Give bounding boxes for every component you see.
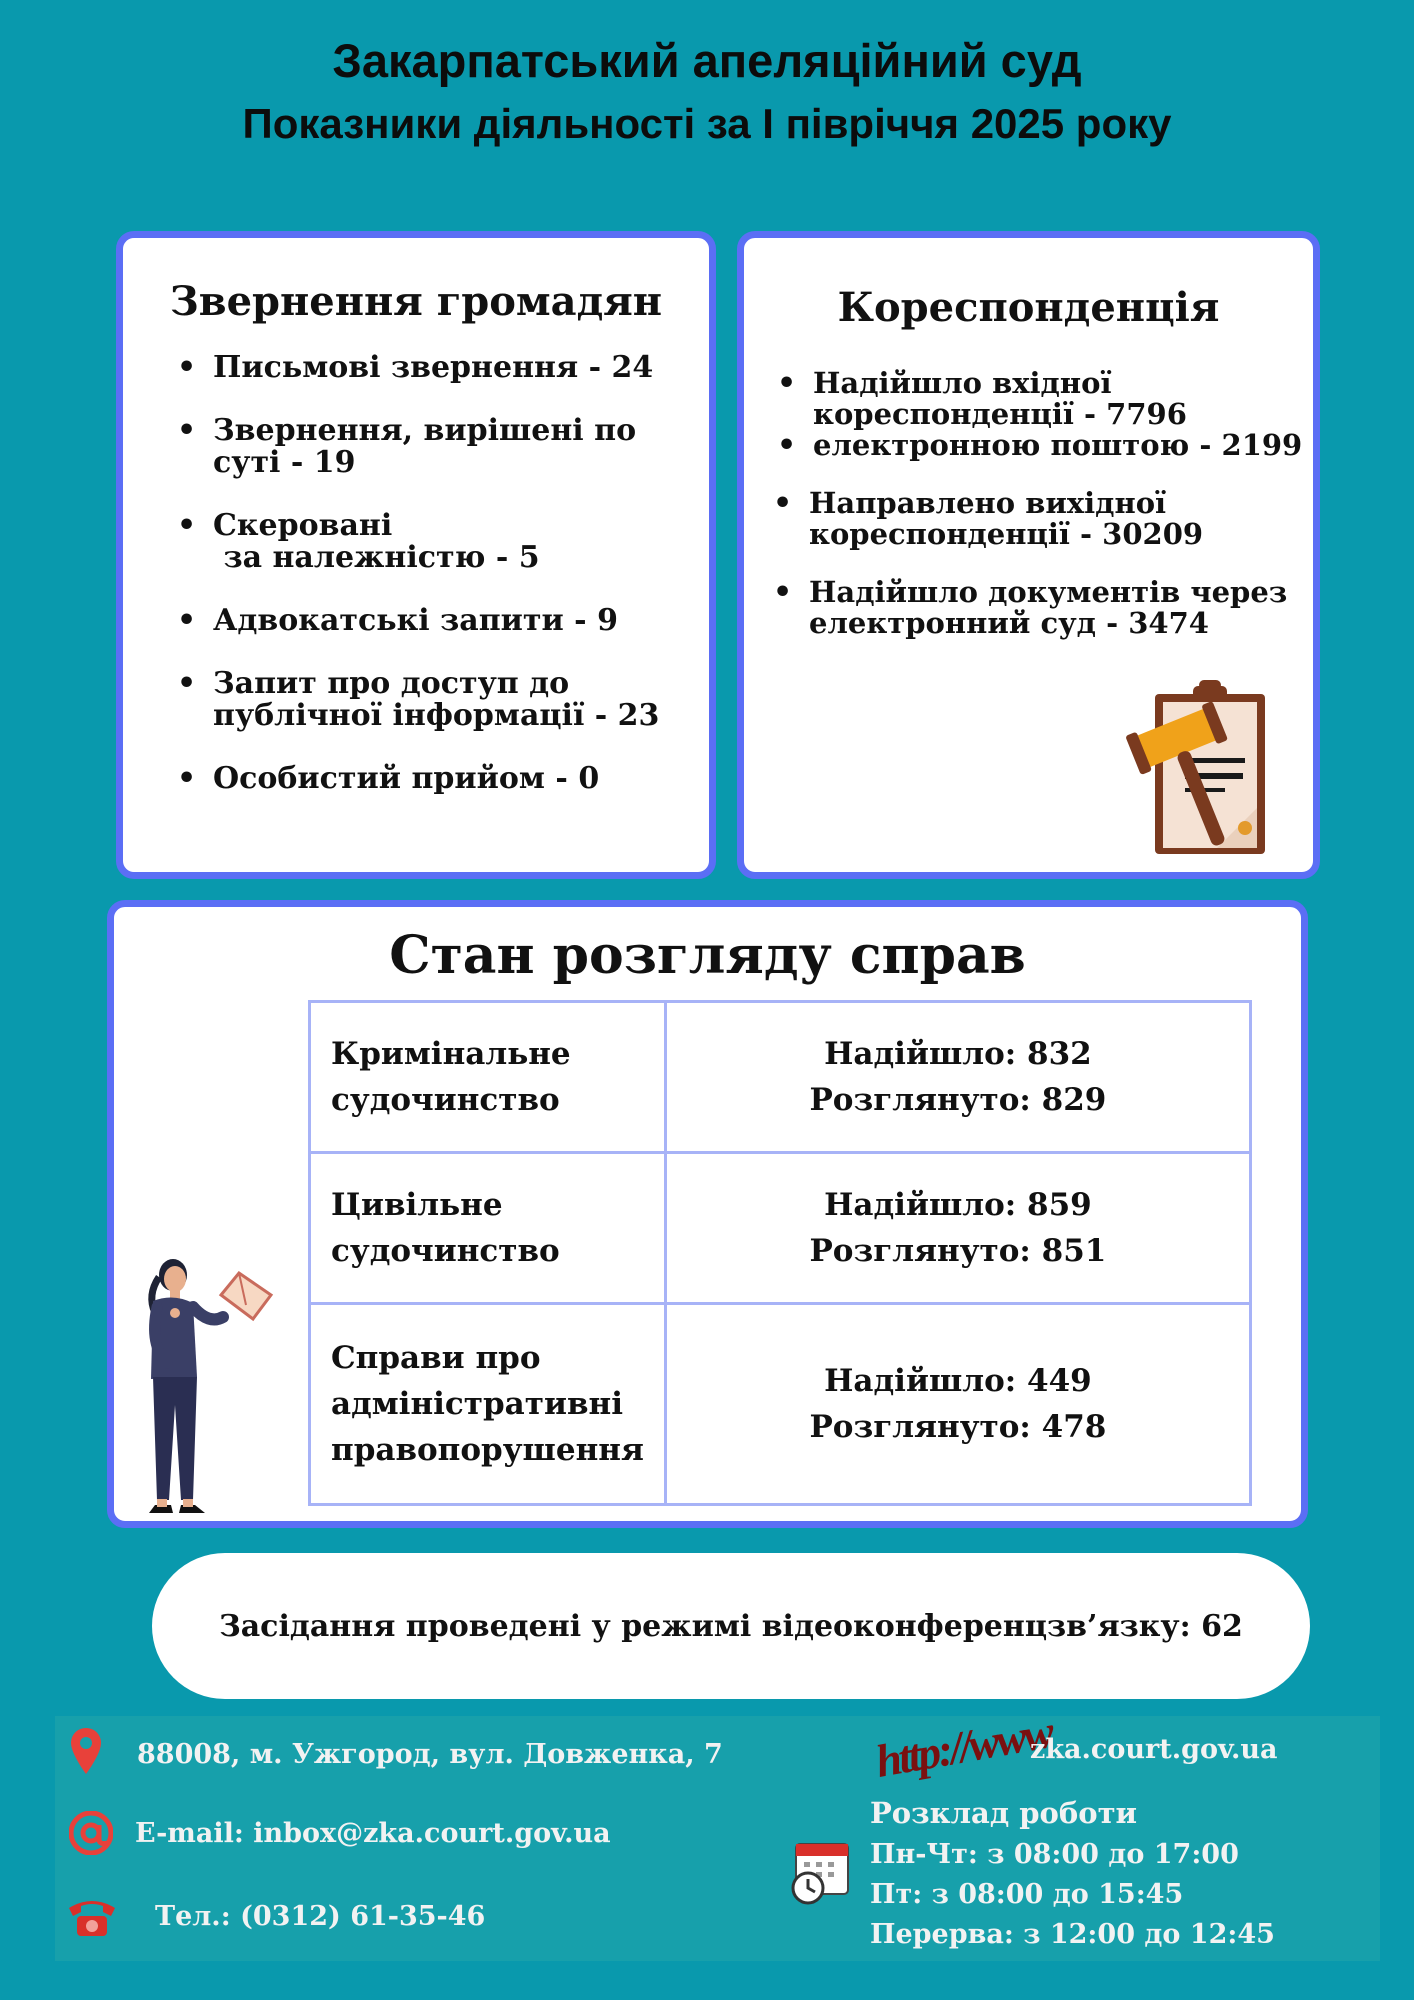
contact-footer: [55, 1706, 1380, 1961]
list-item: • Звернення, вирішені по суті - 19: [213, 415, 683, 479]
list-item: • Особистий прийом - 0: [213, 763, 683, 795]
schedule-line: Пт: з 08:00 до 15:45: [870, 1879, 1184, 1910]
list-item: • електронною поштою - 2199: [813, 430, 1313, 461]
list-item: • Надійшло вхідної кореспонденції - 7796: [813, 368, 1313, 430]
appeals-list: [213, 352, 683, 826]
website-link[interactable]: zka.court.gov.ua: [1030, 1734, 1278, 1765]
page-title: Закарпатський апеляційний суд: [332, 34, 1082, 87]
list-item: • Надійшло документів через електронний суд - 3474: [809, 577, 1309, 639]
page-header: [0, 30, 1414, 156]
email-at-icon: [69, 1811, 113, 1855]
case-category: Справи про адміністративні правопорушення: [310, 1304, 666, 1505]
schedule-line: Перерва: з 12:00 до 12:45: [870, 1919, 1275, 1950]
cases-table: [308, 1000, 1252, 1506]
cases-title: Стан розгляду справ: [389, 925, 1026, 986]
case-category: Цивільне судочинство: [310, 1153, 666, 1304]
case-stats: Надійшло: 449 Розглянуто: 478: [665, 1304, 1250, 1505]
gavel-document-icon: [1125, 680, 1275, 860]
table-row: [310, 1002, 1251, 1153]
phone-text: Тел.: (0312) 61-35-46: [155, 1901, 486, 1932]
correspondence-list: [809, 368, 1309, 639]
address-text: 88008, м. Ужгород, вул. Довженка, 7: [137, 1739, 723, 1770]
telephone-icon: [65, 1894, 119, 1938]
video-conference-banner: [152, 1553, 1310, 1699]
table-row: [310, 1304, 1251, 1505]
list-item: • Запит про доступ до публічної інформації - 23: [213, 668, 683, 732]
case-category: Кримінальне судочинство: [310, 1002, 666, 1153]
case-stats: Надійшло: 832 Розглянуто: 829: [665, 1002, 1250, 1153]
list-item: • Адвокатські запити - 9: [213, 605, 683, 637]
correspondence-title: Кореспонденція: [837, 284, 1220, 331]
video-conference-text: Засідання проведені у режимі відеоконференцзв’язку: 62: [219, 1608, 1243, 1644]
schedule-line: Пн-Чт: з 08:00 до 17:00: [870, 1839, 1239, 1870]
http-logo: http://www: [871, 1706, 1056, 1787]
list-item: • Направлено вихідної кореспонденції - 30209: [809, 488, 1309, 550]
page-subtitle: Показники діяльності за І півріччя 2025 року: [242, 100, 1172, 147]
appeals-title: Звернення громадян: [169, 278, 663, 325]
table-row: [310, 1153, 1251, 1304]
location-pin-icon: [71, 1728, 101, 1776]
calendar-clock-icon: [790, 1838, 852, 1906]
woman-with-book-illustration: [135, 1255, 280, 1520]
schedule-title: Розклад роботи: [870, 1796, 1138, 1830]
list-item: • Письмові звернення - 24: [213, 352, 683, 384]
email-text[interactable]: E-mail: inbox@zka.court.gov.ua: [135, 1818, 611, 1849]
appeals-card: [116, 231, 716, 879]
case-stats: Надійшло: 859 Розглянуто: 851: [665, 1153, 1250, 1304]
list-item: • Скеровані за належністю - 5: [213, 510, 683, 574]
